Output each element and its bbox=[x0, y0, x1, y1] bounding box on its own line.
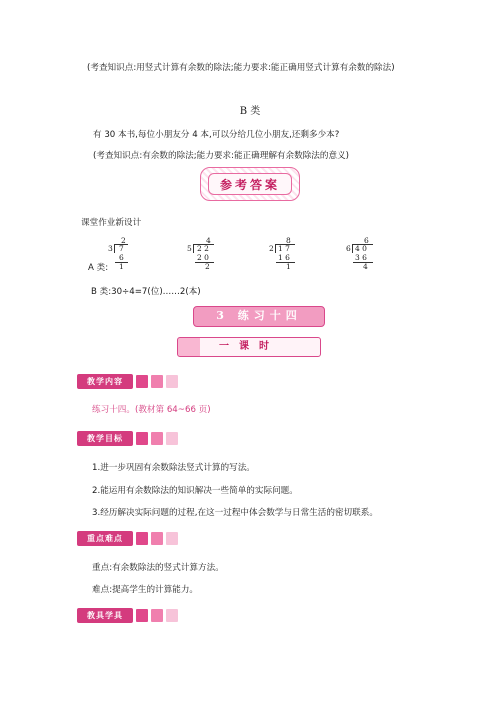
division-dividend: 4 0 bbox=[355, 244, 367, 253]
section-tag: 教学目标 bbox=[77, 431, 133, 446]
b-answer: B 类:30÷4=7(位)……2(本) bbox=[91, 287, 201, 297]
section-b-note: (考查知识点:有余数的除法;能力要求:能正确理解有余数除法的意义) bbox=[93, 151, 350, 161]
division-divisor: 6 bbox=[346, 244, 351, 253]
division-bracket bbox=[114, 244, 115, 253]
division-remainder: 1 bbox=[286, 262, 291, 271]
decor-square bbox=[151, 609, 163, 622]
goal-item: 3.经历解决实际问题的过程,在这一过程中体会数学与日常生活的密切联系。 bbox=[92, 508, 378, 518]
division-4 bbox=[346, 237, 382, 273]
a-label: A 类: bbox=[88, 263, 109, 273]
section-header-content bbox=[77, 374, 187, 389]
difficulty-text: 难点:提高学生的计算能力。 bbox=[92, 585, 199, 595]
division-product: 6 bbox=[119, 253, 124, 262]
decor-square bbox=[166, 432, 178, 445]
division-divisor: 3 bbox=[108, 244, 113, 253]
division-remainder: 2 bbox=[205, 262, 210, 271]
division-dividend: 2 2 bbox=[197, 244, 209, 253]
section-b-title: B 类 bbox=[239, 106, 261, 117]
section-header-goals bbox=[77, 431, 187, 446]
division-product: 3 6 bbox=[355, 253, 367, 262]
section-tag: 教学内容 bbox=[77, 374, 133, 389]
decor-square bbox=[151, 375, 163, 388]
division-remainder: 1 bbox=[119, 262, 124, 271]
answer-banner bbox=[200, 167, 300, 201]
division-quotient: 8 bbox=[286, 236, 291, 245]
class-banner bbox=[177, 337, 321, 357]
division-bracket bbox=[352, 244, 353, 253]
goal-item: 2.能运用有余数除法的知识解决一些简单的实际问题。 bbox=[92, 486, 298, 496]
content-text: 练习十四。(教材第 64~66 页) bbox=[92, 405, 211, 415]
division-3 bbox=[269, 237, 305, 273]
section-header-key-points bbox=[77, 531, 187, 546]
division-product: 2 0 bbox=[197, 253, 209, 262]
decor-square bbox=[136, 609, 148, 622]
section-tag: 重点难点 bbox=[77, 531, 133, 546]
division-bracket bbox=[275, 244, 276, 253]
decor-square bbox=[136, 532, 148, 545]
class-banner-label: 一课时 bbox=[219, 341, 279, 352]
decor-square bbox=[166, 532, 178, 545]
decor-square bbox=[166, 609, 178, 622]
decor-square bbox=[166, 375, 178, 388]
decor-square bbox=[151, 432, 163, 445]
homework-title: 课堂作业新设计 bbox=[81, 218, 142, 228]
section-b-question: 有 30 本书,每位小朋友分 4 本,可以分给几位小朋友,还剩多少本? bbox=[93, 130, 340, 140]
division-dividend: 7 bbox=[119, 244, 124, 253]
answer-banner-label: 参考答案 bbox=[208, 173, 292, 195]
division-2 bbox=[187, 237, 223, 273]
section-header-tools bbox=[77, 608, 187, 623]
division-product: 1 6 bbox=[278, 253, 290, 262]
decor-square bbox=[151, 532, 163, 545]
division-bracket bbox=[193, 244, 194, 253]
lesson-banner: 3 练习十四 bbox=[193, 306, 325, 327]
division-quotient: 6 bbox=[364, 236, 369, 245]
decor-square bbox=[136, 375, 148, 388]
decor-square bbox=[136, 432, 148, 445]
division-divisor: 2 bbox=[269, 244, 274, 253]
division-remainder: 4 bbox=[363, 262, 368, 271]
division-quotient: 2 bbox=[121, 236, 126, 245]
goal-item: 1.进一步巩固有余数除法竖式计算的写法。 bbox=[92, 463, 255, 473]
top-note: (考查知识点:用竖式计算有余数的除法;能力要求:能正确用竖式计算有余数的除法) bbox=[87, 63, 395, 73]
division-1 bbox=[108, 237, 138, 273]
key-point-text: 重点:有余数除法的竖式计算方法。 bbox=[92, 563, 224, 573]
division-quotient: 4 bbox=[206, 236, 211, 245]
division-dividend: 1 7 bbox=[278, 244, 290, 253]
section-tag: 教具学具 bbox=[77, 608, 133, 623]
division-divisor: 5 bbox=[187, 244, 192, 253]
